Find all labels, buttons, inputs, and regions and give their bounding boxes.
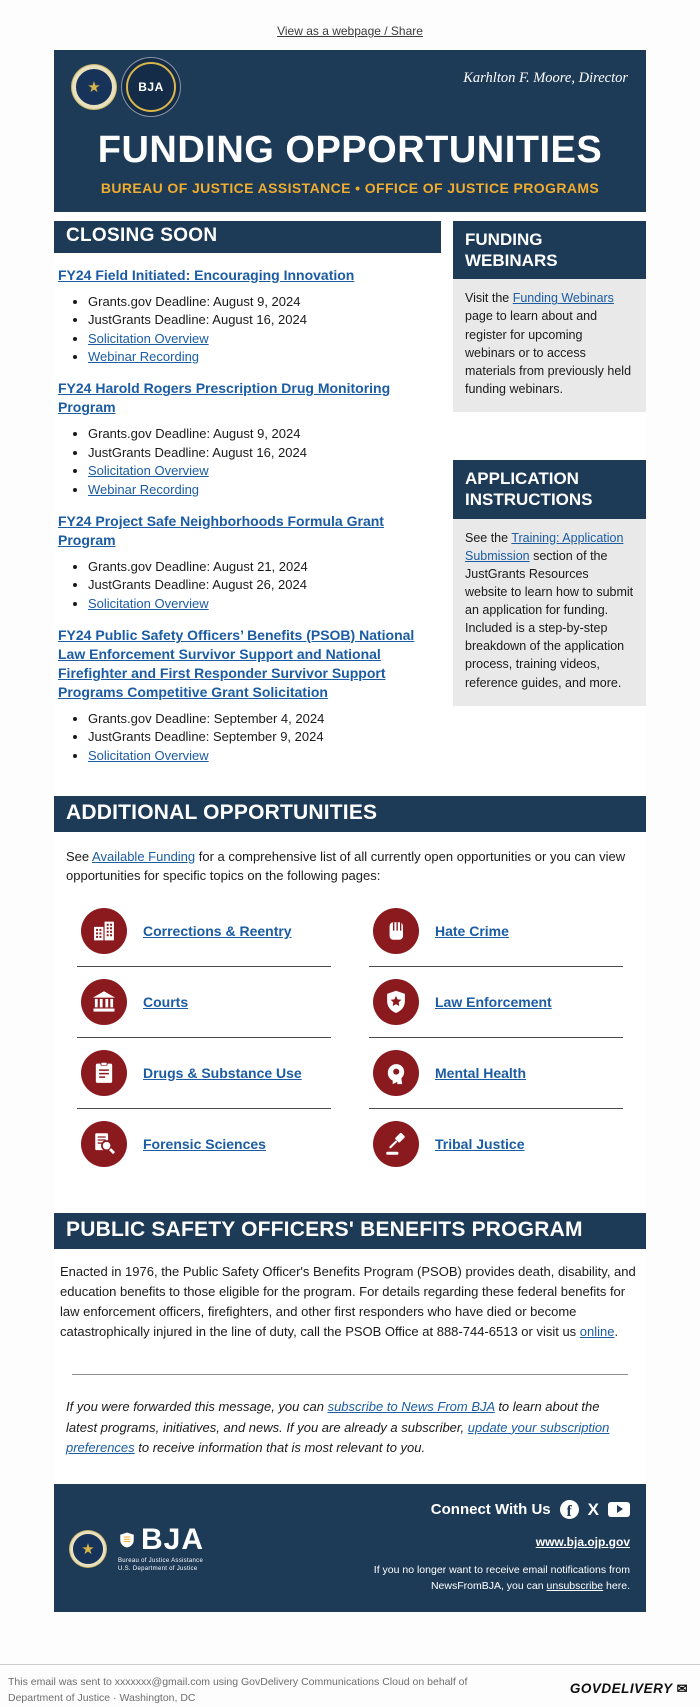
topic-link[interactable]: Tribal Justice: [435, 1135, 525, 1152]
psob-heading: PUBLIC SAFETY OFFICERS' BENEFITS PROGRAM: [54, 1213, 646, 1249]
bullet-link-item: [88, 596, 437, 611]
clipboard-icon: [81, 1050, 127, 1096]
bja-seal-label: BJA: [138, 80, 164, 94]
additional-opportunities-heading: ADDITIONAL OPPORTUNITIES: [54, 796, 646, 832]
govdelivery-logo: [570, 1675, 688, 1696]
text-segment: for a comprehensive list of all currently open opportunities or you can view opportunities for specific topics on the following pages:: [66, 848, 626, 884]
topic-link[interactable]: Corrections & Reentry: [143, 922, 292, 939]
available-funding-link[interactable]: Available Funding: [92, 848, 196, 864]
topic-link[interactable]: Forensic Sciences: [143, 1135, 266, 1152]
footer-logos: [70, 1500, 204, 1595]
bullet-link-item: [88, 331, 437, 346]
opportunity-title-link[interactable]: FY24 Public Safety Officers’ Benefits (PSOB) National Law Enforcement Survivor Support and National Firefighter and First Responder Survivor Support Programs Competitive Grant Solicitation: [58, 626, 415, 700]
connect-with-us-label: Connect With Us: [430, 1500, 551, 1518]
badge-icon: [373, 979, 419, 1025]
topic-item: [77, 1109, 331, 1179]
application-instructions-box: [453, 460, 646, 706]
topic-link[interactable]: Mental Health: [435, 1064, 527, 1081]
psob-online-link[interactable]: online: [579, 1324, 615, 1340]
deadline-item: • Grants.gov Deadline: August 9, 2024: [88, 294, 437, 309]
courthouse-icon: [81, 979, 127, 1025]
topic-link[interactable]: Drugs & Substance Use: [143, 1064, 302, 1081]
bja-sub-line: Bureau of Justice Assistance: [118, 1557, 204, 1564]
fist-icon: [373, 908, 419, 954]
text-segment: Visit the: [465, 291, 513, 306]
bja-website-link[interactable]: www.bja.ojp.gov: [535, 1534, 630, 1549]
bja-sub-text: [118, 1557, 204, 1574]
topic-link[interactable]: Hate Crime: [435, 922, 509, 939]
unsubscribe-link[interactable]: unsubscribe: [546, 1579, 604, 1592]
magnifier-icon: [81, 1121, 127, 1167]
header-logos: [72, 62, 176, 112]
sent-note: This email was sent to xxxxxxx@gmail.com using GovDelivery Communications Cloud on behalf of Department of Justice · Washington, DC: [8, 1676, 468, 1705]
topic-item: [77, 1038, 331, 1109]
deadline-item: • JustGrants Deadline: August 26, 2024: [88, 577, 437, 592]
bja-logo-footer: [118, 1522, 205, 1574]
bja-shield-icon: [118, 1531, 136, 1549]
text-segment: here.: [603, 1579, 630, 1592]
newsletter-title: FUNDING OPPORTUNITIES: [97, 129, 603, 171]
bja-sub-line: U.S. Department of Justice: [118, 1566, 198, 1573]
head-icon: [373, 1050, 419, 1096]
deadline-item: • JustGrants Deadline: August 16, 2024: [88, 445, 437, 460]
unsubscribe-note: [320, 1563, 630, 1595]
main-columns: [54, 221, 646, 778]
text-segment: See: [66, 848, 93, 864]
sidebar: [453, 221, 646, 778]
deadline-list: [88, 711, 437, 763]
top-bar: [0, 0, 700, 50]
text-segment: to learn about the latest programs, initiatives, and news. If you are already a subscriber,: [66, 1399, 600, 1435]
closing-soon-item: [58, 266, 437, 365]
update-preferences-link[interactable]: update your subscription preferences: [66, 1419, 610, 1455]
topic-link[interactable]: Courts: [143, 993, 189, 1010]
closing-soon-section: [54, 221, 441, 778]
bja-wordmark: BJA: [141, 1522, 205, 1556]
doj-eagle-icon: ★: [81, 1540, 95, 1558]
text-segment: to receive information that is most relevant to you.: [134, 1439, 426, 1455]
envelope-icon: ✉: [676, 1681, 688, 1697]
bullet-link-item: [88, 463, 437, 478]
youtube-icon[interactable]: [608, 1502, 630, 1517]
text-segment: If you were forwarded this message, you can: [66, 1399, 328, 1415]
bullet-link[interactable]: Solicitation Overview: [88, 747, 209, 763]
deadline-list: [88, 426, 437, 497]
doj-seal-logo: [72, 65, 116, 109]
text-segment: section of the JustGrants Resources website to learn how to submit an application for funding. Included is a step-by-step breakdown of the application process, training videos, reference guides, and more.: [465, 548, 634, 690]
deadline-item: • Grants.gov Deadline: August 21, 2024: [88, 559, 437, 574]
text-segment: page to learn about and register for upcoming webinars or to access materials from previously held funding webinars.: [465, 309, 632, 396]
additional-intro: [54, 832, 646, 890]
play-icon: [617, 1505, 623, 1513]
opportunity-title-link[interactable]: FY24 Harold Rogers Prescription Drug Monitoring Program: [58, 380, 391, 416]
newsletter-subtitle: BUREAU OF JUSTICE ASSISTANCE • OFFICE OF JUSTICE PROGRAMS: [100, 179, 600, 196]
gavel-icon: [373, 1121, 419, 1167]
topics-grid: [54, 890, 646, 1195]
opportunity-title-link[interactable]: FY24 Project Safe Neighborhoods Formula Grant Program: [58, 512, 384, 548]
topic-item: [369, 967, 623, 1038]
bullet-link-item: [88, 748, 437, 763]
email-header: [54, 50, 646, 212]
topic-item: [369, 1038, 623, 1109]
facebook-icon[interactable]: f: [560, 1500, 579, 1519]
bullet-link[interactable]: Webinar Recording: [88, 481, 200, 497]
topic-link[interactable]: Law Enforcement: [435, 993, 552, 1010]
govdelivery-wordmark: GOVDELIVERY: [569, 1681, 673, 1697]
closing-soon-heading: CLOSING SOON: [54, 221, 441, 253]
bullet-link[interactable]: Solicitation Overview: [88, 330, 209, 346]
closing-soon-item: [58, 512, 437, 611]
topic-item: [369, 1109, 623, 1179]
opportunity-title-link[interactable]: FY24 Field Initiated: Encouraging Innovation: [58, 266, 355, 283]
text-segment: See the: [465, 530, 512, 545]
text-segment: If you no longer want to receive email notifications from NewsFromBJA, you can: [373, 1563, 630, 1592]
x-twitter-icon[interactable]: X: [587, 1499, 599, 1519]
bullet-link[interactable]: Webinar Recording: [88, 349, 200, 365]
doj-eagle-icon: ★: [87, 78, 101, 96]
training-application-submission-link[interactable]: Training: Application Submission: [465, 530, 624, 563]
bullet-link-item: [88, 482, 437, 497]
bullet-link[interactable]: Solicitation Overview: [88, 463, 209, 479]
topic-item: [77, 967, 331, 1038]
govdelivery-bar: [0, 1664, 700, 1707]
deadline-item: • Grants.gov Deadline: August 9, 2024: [88, 426, 437, 441]
text-segment: Enacted in 1976, the Public Safety Officer's Benefits Program (PSOB) provides death, disability, and education benefits to those eligible for the program. For details regarding these federal benefits for law enforcement officers, firefighters, and other first responders who have died or become catastrophically injured in the line of duty, call the PSOB Office at 888-744-6513 or visit us: [60, 1263, 636, 1340]
bullet-link[interactable]: Solicitation Overview: [88, 595, 209, 611]
email-body: [54, 50, 646, 1612]
doj-seal-logo-footer: [70, 1531, 106, 1567]
bullet-link-item: [88, 349, 437, 364]
deadline-item: • JustGrants Deadline: September 9, 2024: [88, 729, 437, 744]
topic-item: [77, 896, 331, 967]
deadline-list: [88, 559, 437, 611]
text-segment: .: [614, 1324, 619, 1340]
bja-seal-logo: [126, 62, 176, 112]
funding-webinars-heading: FUNDING WEBINARS: [453, 221, 646, 280]
subscribe-link[interactable]: subscribe to News From BJA: [327, 1399, 495, 1415]
closing-soon-list: [54, 266, 441, 763]
funding-webinars-link[interactable]: Funding Webinars: [512, 291, 614, 306]
email-footer: [54, 1484, 646, 1613]
view-as-webpage-link[interactable]: View as a webpage / Share: [277, 24, 423, 38]
deadline-list: [88, 294, 437, 365]
closing-soon-item: [58, 379, 437, 497]
forwarded-note: [54, 1375, 646, 1483]
psob-paragraph: [54, 1249, 646, 1347]
deadline-item: • JustGrants Deadline: August 16, 2024: [88, 312, 437, 327]
deadline-item: • Grants.gov Deadline: September 4, 2024: [88, 711, 437, 726]
connect-row: [320, 1500, 630, 1519]
application-instructions-heading: APPLICATION INSTRUCTIONS: [453, 460, 646, 519]
topic-item: [369, 896, 623, 967]
header-top-row: [72, 62, 628, 128]
funding-webinars-text: [453, 279, 646, 412]
building-icon: [81, 908, 127, 954]
director-name: Karhlton F. Moore, Director: [463, 70, 628, 86]
closing-soon-item: [58, 626, 437, 763]
application-instructions-text: [453, 519, 646, 706]
funding-webinars-box: [453, 221, 646, 412]
footer-links: [320, 1500, 630, 1595]
